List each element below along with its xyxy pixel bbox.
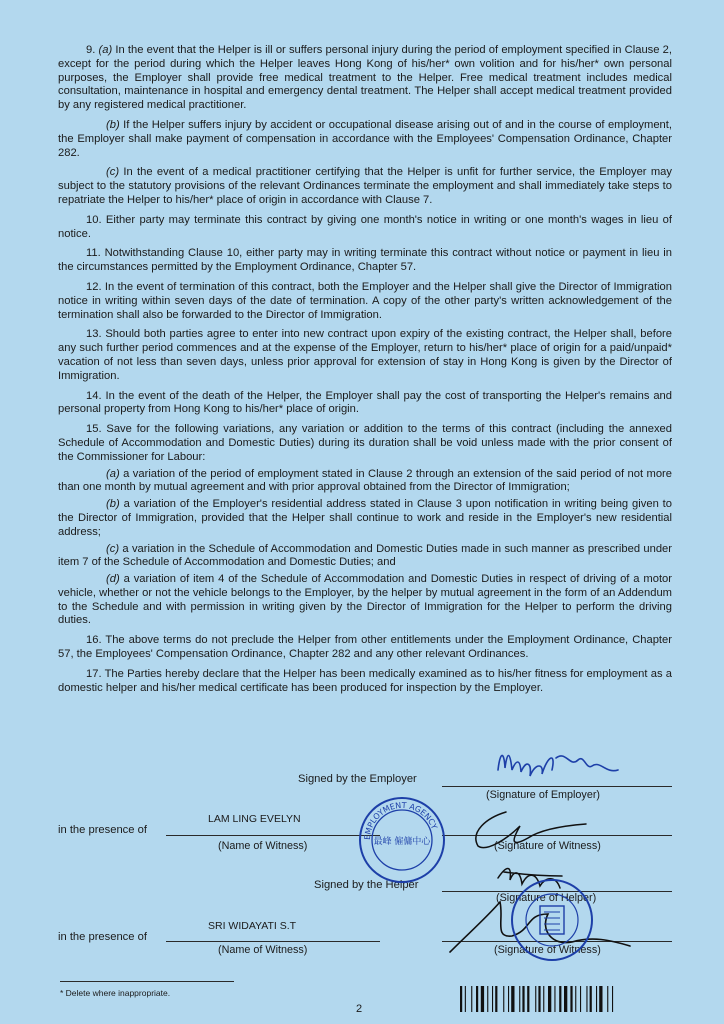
footnote: * Delete where inappropriate.	[60, 988, 171, 998]
stamp-ring-text: EMPLOYMENT AGENCY	[362, 800, 439, 841]
footnote-rule	[60, 981, 234, 982]
witness2-signature-caption: (Signature of Witness)	[494, 944, 601, 956]
barcode-bar	[481, 986, 484, 1012]
barcode-bar	[559, 986, 561, 1012]
agency-stamp-2	[512, 880, 592, 960]
barcode-bar	[535, 986, 536, 1012]
clause-16: 16. The above terms do not preclude the Helper from other entitlements under the Employment Ordinance, Chapter 57, the Employees' Compensation Ordinance, Chapter 282 and any other relevant Ordinances.	[58, 634, 672, 661]
clause-9b: (b) If the Helper suffers injury by accident or occupational disease arising out of and in the course of employment, the Employer shall make payment of compensation in accordance with the Employees' Compensation Ordinance, Chapter 282.	[58, 118, 672, 159]
barcode-bar	[487, 986, 488, 1012]
witness2-name-caption: (Name of Witness)	[218, 944, 308, 956]
clause-9c: (c) In the event of a medical practitioner certifying that the Helper is unfit for further service, the Employer may subject to the statutory provisions of the relevant Ordinances terminate the employment and shall immediately take steps to repatriate the Helper to his/her* place of origin in accordance with Clause 7.	[58, 166, 672, 206]
barcode-bar	[543, 986, 544, 1012]
clause-11: 11. Notwithstanding Clause 10, either party may in writing terminate this contract without notice or payment in lieu in the circumstances permitted by the Employment Ordinance, Chapter 57.	[58, 247, 672, 274]
barcode-bar	[527, 986, 529, 1012]
barcode-bar	[522, 986, 524, 1012]
barcode-bar	[538, 986, 540, 1012]
barcode-bar	[612, 986, 613, 1012]
barcode-bar	[548, 986, 551, 1012]
agency-stamp	[360, 798, 444, 882]
barcode-bar	[495, 986, 497, 1012]
clause-15a: (a) a variation of the period of employment stated in Clause 2 through an extension of the said period of not more than one month by mutual agreement and with prior approval obtained from the Director of Immigration;	[58, 467, 672, 494]
employer-signature	[498, 755, 618, 776]
barcode-bar	[564, 986, 567, 1012]
signed-by-employer-label: Signed by the Employer	[298, 773, 417, 785]
signed-by-helper-label: Signed by the Helper	[314, 879, 419, 891]
barcode-bar	[596, 986, 597, 1012]
page-number: 2	[356, 1003, 363, 1015]
clause-9a: 9. (a) In the event that the Helper is ill or suffers personal injury during the period of employment specified in Clause 2, except for the period during which the Helper leaves Hong Kong of his/her* own volition and for his/her* own personal purposes, the Employer shall provide free medical treatment to the Helper. Free medical treatment includes medical consultation, maintenance in hospital and emergency dental treatment. The Helper shall accept medical treatment provided by any registered medical practitioner.	[58, 44, 673, 112]
witness1-signature-caption: (Signature of Witness)	[494, 840, 601, 852]
barcode-bar	[476, 986, 478, 1012]
clause-13: 13. Should both parties agree to enter into new contract upon expiry of the existing contract, the Helper shall, before any such further period commences and at the expense of the Employer, return to his/her* place of origin for a paid/unpaid* vacation of not less than seven days, unless prior approval for extension of stay in Hong Kong is given by the Director of Immigration.	[58, 328, 672, 382]
barcode-bar	[590, 986, 592, 1012]
witness1-name: LAM LING EVELYN	[208, 813, 301, 825]
barcode-bar	[580, 986, 581, 1012]
barcode-bar	[607, 986, 608, 1012]
in-presence-of-label-1: in the presence of	[58, 824, 147, 836]
barcode-bar	[508, 986, 509, 1012]
helper-signature	[498, 869, 562, 889]
stamp-center-text: 最峰 僱傭中心	[373, 837, 431, 847]
barcode-bar	[511, 986, 514, 1012]
clause-12: 12. In the event of termination of this contract, both the Employer and the Helper shall give the Director of Immigration notice in writing within seven days of the date of termination. A copy of the other party's written acknowledgement of the termination shall also be forwarded to the Director of Immigration.	[58, 280, 672, 321]
barcode-bar	[492, 986, 493, 1012]
clause-14: 14. In the event of the death of the Helper, the Employer shall pay the cost of transporting the Helper's remains and personal property from Hong Kong to his/her* place of origin.	[58, 389, 672, 416]
barcode-bar	[599, 986, 602, 1012]
clause-10: 10. Either party may terminate this contract by giving one month's notice in writing or one month's wages in lieu of notice.	[58, 213, 672, 240]
employer-signature-caption: (Signature of Employer)	[486, 789, 601, 801]
witness1-name-caption: (Name of Witness)	[218, 840, 308, 852]
barcode-bar	[575, 986, 576, 1012]
barcode	[460, 986, 670, 1012]
clause-15b: (b) a variation of the Employer's residential address stated in Clause 3 upon notification in writing being given to the Director of Immigration, provided that the Helper shall continue to work and reside in the Employer's new residential address;	[58, 498, 673, 538]
in-presence-of-label-2: in the presence of	[58, 931, 147, 943]
clause-15c: (c) a variation in the Schedule of Accommodation and Domestic Duties made in such manner as prescribed under item 7 of the Schedule of Accommodation and Domestic Duties; and	[58, 542, 673, 569]
witness1-signature	[476, 812, 586, 848]
clause-15d: (d) a variation of item 4 of the Schedule of Accommodation and Domestic Duties in respect of driving of a motor vehicle, whether or not the vehicle belongs to the Employer, by the helper by mutual agreement in the form of an Addendum to the Schedule and with permission in writing given by the Director of Immigration for the Helper to perform the driving duties.	[58, 573, 673, 627]
barcode-bar	[586, 986, 587, 1012]
barcode-bar	[570, 986, 572, 1012]
helper-signature-caption: (Signature of Helper)	[496, 892, 597, 904]
barcode-bar	[460, 986, 462, 1012]
clause-15: 15. Save for the following variations, any variation or addition to the terms of this contract (including the annexed Schedule of Accommodation and Domestic Duties) during its duration shall be void unless made with the prior consent of the Commissioner for Labour:	[58, 423, 672, 463]
barcode-bar	[519, 986, 520, 1012]
barcode-bar	[503, 986, 504, 1012]
barcode-bar	[554, 986, 555, 1012]
clause-17: 17. The Parties hereby declare that the Helper has been medically examined as to his/her fitness for employment as a domestic helper and his/her medical certificate has been produced for inspection by the Employer.	[58, 667, 672, 694]
barcode-bar	[471, 986, 472, 1012]
witness2-name: SRI WIDAYATI S.T	[208, 920, 297, 932]
barcode-bar	[465, 986, 466, 1012]
